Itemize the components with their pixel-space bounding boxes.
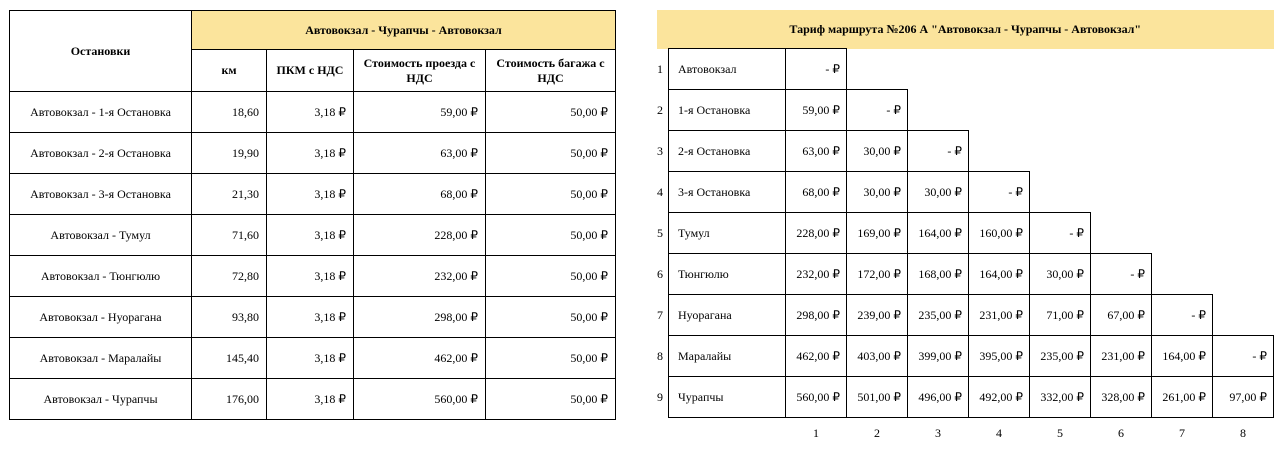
tariff-row bbox=[657, 254, 1274, 295]
tariff-row bbox=[657, 49, 1274, 90]
tariff-price: 164,00 ₽ bbox=[1152, 336, 1213, 377]
tariff-price: 68,00 ₽ bbox=[786, 172, 847, 213]
tariff-row bbox=[657, 172, 1274, 213]
blank-cell bbox=[1152, 172, 1213, 213]
route-segment: Автовокзал - 2-я Остановка bbox=[10, 133, 192, 174]
distance-km: 19,90 bbox=[192, 133, 267, 174]
tariff-price: 462,00 ₽ bbox=[786, 336, 847, 377]
tariff-price: 172,00 ₽ bbox=[847, 254, 908, 295]
empty-price: - ₽ bbox=[1213, 336, 1274, 377]
pkm-value: 3,18 ₽ bbox=[267, 379, 354, 420]
distance-km: 18,60 bbox=[192, 92, 267, 133]
column-number: 8 bbox=[1240, 425, 1246, 440]
blank-cell bbox=[1091, 90, 1152, 131]
tariff-price: 30,00 ₽ bbox=[847, 131, 908, 172]
baggage-value: 50,00 ₽ bbox=[486, 174, 616, 215]
empty-price: - ₽ bbox=[969, 172, 1030, 213]
distance-km: 71,60 bbox=[192, 215, 267, 256]
tariff-price: 403,00 ₽ bbox=[847, 336, 908, 377]
stop-name: Чурапчы bbox=[669, 377, 786, 418]
tariff-price: 492,00 ₽ bbox=[969, 377, 1030, 418]
column-number: 6 bbox=[1118, 425, 1124, 440]
distance-km: 21,30 bbox=[192, 174, 267, 215]
baggage-value: 50,00 ₽ bbox=[486, 256, 616, 297]
blank-cell bbox=[1091, 213, 1152, 254]
empty-price: - ₽ bbox=[847, 90, 908, 131]
pkm-value: 3,18 ₽ bbox=[267, 92, 354, 133]
column-number: 5 bbox=[1057, 425, 1063, 440]
tariff-price: 169,00 ₽ bbox=[847, 213, 908, 254]
blank-cell bbox=[1152, 254, 1213, 295]
tariff-price: 496,00 ₽ bbox=[908, 377, 969, 418]
table-row bbox=[10, 379, 616, 420]
route-segment: Автовокзал - 3-я Остановка bbox=[10, 174, 192, 215]
fare-value: 63,00 ₽ bbox=[354, 133, 486, 174]
tariff-price: 30,00 ₽ bbox=[847, 172, 908, 213]
empty-price: - ₽ bbox=[1030, 213, 1091, 254]
tariff-row bbox=[657, 131, 1274, 172]
table-row bbox=[10, 174, 616, 215]
baggage-value: 50,00 ₽ bbox=[486, 338, 616, 379]
tariff-price: 395,00 ₽ bbox=[969, 336, 1030, 377]
tariff-row bbox=[657, 336, 1274, 377]
tariff-price: 30,00 ₽ bbox=[1030, 254, 1091, 295]
blank-cell bbox=[1091, 172, 1152, 213]
fare-value: 560,00 ₽ bbox=[354, 379, 486, 420]
empty-price: - ₽ bbox=[1152, 295, 1213, 336]
stop-name: 3-я Остановка bbox=[669, 172, 786, 213]
pkm-value: 3,18 ₽ bbox=[267, 256, 354, 297]
blank-cell bbox=[1213, 213, 1274, 254]
tariff-title-row bbox=[657, 10, 1274, 49]
baggage-value: 50,00 ₽ bbox=[486, 92, 616, 133]
tariff-price: 63,00 ₽ bbox=[786, 131, 847, 172]
column-header: Стоимость проезда с НДС bbox=[354, 50, 486, 92]
distance-km: 145,40 bbox=[192, 338, 267, 379]
row-number: 5 bbox=[657, 225, 663, 240]
route-segment: Автовокзал - Чурапчы bbox=[10, 379, 192, 420]
blank-cell bbox=[1213, 172, 1274, 213]
blank-cell bbox=[969, 131, 1030, 172]
stop-name: Нуорагана bbox=[669, 295, 786, 336]
fare-value: 298,00 ₽ bbox=[354, 297, 486, 338]
blank-cell bbox=[1030, 90, 1091, 131]
tariff-price: 71,00 ₽ bbox=[1030, 295, 1091, 336]
tariff-price: 560,00 ₽ bbox=[786, 377, 847, 418]
tariff-price: 399,00 ₽ bbox=[908, 336, 969, 377]
tariff-row bbox=[657, 295, 1274, 336]
tariff-price: 231,00 ₽ bbox=[1091, 336, 1152, 377]
blank-cell bbox=[1030, 49, 1091, 90]
stops-fare-table bbox=[9, 10, 616, 420]
tariff-price: 235,00 ₽ bbox=[908, 295, 969, 336]
blank-cell bbox=[969, 90, 1030, 131]
row-number: 3 bbox=[657, 143, 663, 158]
pkm-value: 3,18 ₽ bbox=[267, 174, 354, 215]
baggage-value: 50,00 ₽ bbox=[486, 297, 616, 338]
empty-price: - ₽ bbox=[786, 49, 847, 90]
tariff-price: 232,00 ₽ bbox=[786, 254, 847, 295]
fare-value: 228,00 ₽ bbox=[354, 215, 486, 256]
blank-cell bbox=[1152, 131, 1213, 172]
distance-km: 72,80 bbox=[192, 256, 267, 297]
blank-cell bbox=[1152, 213, 1213, 254]
blank-cell bbox=[1091, 49, 1152, 90]
route-segment: Автовокзал - Нуорагана bbox=[10, 297, 192, 338]
stop-name: 1-я Остановка bbox=[669, 90, 786, 131]
tariff-price: 164,00 ₽ bbox=[969, 254, 1030, 295]
fare-value: 68,00 ₽ bbox=[354, 174, 486, 215]
row-number: 7 bbox=[657, 307, 663, 322]
stops-header: Остановки bbox=[10, 11, 192, 92]
stop-name: 2-я Остановка bbox=[669, 131, 786, 172]
stop-name: Автовокзал bbox=[669, 49, 786, 90]
blank-cell bbox=[1152, 90, 1213, 131]
tariff-price: 231,00 ₽ bbox=[969, 295, 1030, 336]
blank-cell bbox=[1213, 90, 1274, 131]
blank-cell bbox=[908, 49, 969, 90]
blank-cell bbox=[669, 418, 786, 449]
blank-cell bbox=[1030, 131, 1091, 172]
table-row bbox=[10, 297, 616, 338]
tariff-row bbox=[657, 213, 1274, 254]
column-header: км bbox=[192, 50, 267, 92]
column-number: 7 bbox=[1179, 425, 1185, 440]
tariff-price: 332,00 ₽ bbox=[1030, 377, 1091, 418]
empty-price: - ₽ bbox=[908, 131, 969, 172]
column-number: 2 bbox=[874, 425, 880, 440]
row-number: 8 bbox=[657, 348, 663, 363]
column-number: 3 bbox=[935, 425, 941, 440]
baggage-value: 50,00 ₽ bbox=[486, 379, 616, 420]
column-number-row bbox=[657, 418, 1274, 449]
route-segment: Автовокзал - 1-я Остановка bbox=[10, 92, 192, 133]
route-segment: Автовокзал - Маралайы bbox=[10, 338, 192, 379]
distance-km: 176,00 bbox=[192, 379, 267, 420]
tariff-price: 298,00 ₽ bbox=[786, 295, 847, 336]
blank-cell bbox=[1213, 131, 1274, 172]
distance-km: 93,80 bbox=[192, 297, 267, 338]
table-row bbox=[10, 92, 616, 133]
tariff-price: 328,00 ₽ bbox=[1091, 377, 1152, 418]
baggage-value: 50,00 ₽ bbox=[486, 215, 616, 256]
row-number: 6 bbox=[657, 266, 663, 281]
tariff-matrix-table bbox=[657, 10, 1274, 448]
empty-price: - ₽ bbox=[1091, 254, 1152, 295]
pkm-value: 3,18 ₽ bbox=[267, 338, 354, 379]
table-row bbox=[10, 338, 616, 379]
tariff-price: 239,00 ₽ bbox=[847, 295, 908, 336]
pkm-value: 3,18 ₽ bbox=[267, 133, 354, 174]
header-row bbox=[10, 11, 616, 50]
column-header: Стоимость багажа с НДС bbox=[486, 50, 616, 92]
tariff-price: 261,00 ₽ bbox=[1152, 377, 1213, 418]
blank-cell bbox=[657, 418, 669, 449]
blank-cell bbox=[1152, 49, 1213, 90]
stop-name: Тумул bbox=[669, 213, 786, 254]
baggage-value: 50,00 ₽ bbox=[486, 133, 616, 174]
row-number: 9 bbox=[657, 389, 663, 404]
fare-value: 462,00 ₽ bbox=[354, 338, 486, 379]
route-segment: Автовокзал - Тумул bbox=[10, 215, 192, 256]
blank-cell bbox=[1091, 131, 1152, 172]
blank-cell bbox=[1030, 172, 1091, 213]
tariff-price: 235,00 ₽ bbox=[1030, 336, 1091, 377]
tariff-price: 164,00 ₽ bbox=[908, 213, 969, 254]
tariff-price: 228,00 ₽ bbox=[786, 213, 847, 254]
blank-cell bbox=[969, 49, 1030, 90]
table-row bbox=[10, 256, 616, 297]
tariff-price: 97,00 ₽ bbox=[1213, 377, 1274, 418]
tariff-price: 30,00 ₽ bbox=[908, 172, 969, 213]
blank-cell bbox=[908, 90, 969, 131]
tariff-price: 160,00 ₽ bbox=[969, 213, 1030, 254]
pkm-value: 3,18 ₽ bbox=[267, 297, 354, 338]
row-number: 1 bbox=[657, 61, 663, 76]
fare-value: 59,00 ₽ bbox=[354, 92, 486, 133]
tariff-price: 168,00 ₽ bbox=[908, 254, 969, 295]
blank-cell bbox=[847, 49, 908, 90]
blank-cell bbox=[1213, 295, 1274, 336]
route-segment: Автовокзал - Тюнгюлю bbox=[10, 256, 192, 297]
table-row bbox=[10, 133, 616, 174]
route-title: Автовокзал - Чурапчы - Автовокзал bbox=[192, 11, 616, 50]
pkm-value: 3,18 ₽ bbox=[267, 215, 354, 256]
column-number: 4 bbox=[996, 425, 1002, 440]
table-row bbox=[10, 215, 616, 256]
blank-cell bbox=[1213, 254, 1274, 295]
blank-cell bbox=[1213, 49, 1274, 90]
tariff-row bbox=[657, 90, 1274, 131]
row-number: 2 bbox=[657, 102, 663, 117]
row-number: 4 bbox=[657, 184, 663, 199]
tariff-price: 67,00 ₽ bbox=[1091, 295, 1152, 336]
stop-name: Маралайы bbox=[669, 336, 786, 377]
tariff-title: Тариф маршрута №206 А "Автовокзал - Чурапчы - Автовокзал" bbox=[657, 10, 1274, 49]
tariff-price: 501,00 ₽ bbox=[847, 377, 908, 418]
fare-value: 232,00 ₽ bbox=[354, 256, 486, 297]
column-number: 1 bbox=[813, 425, 819, 440]
column-header: ПКМ с НДС bbox=[267, 50, 354, 92]
tariff-price: 59,00 ₽ bbox=[786, 90, 847, 131]
stop-name: Тюнгюлю bbox=[669, 254, 786, 295]
tariff-row bbox=[657, 377, 1274, 418]
